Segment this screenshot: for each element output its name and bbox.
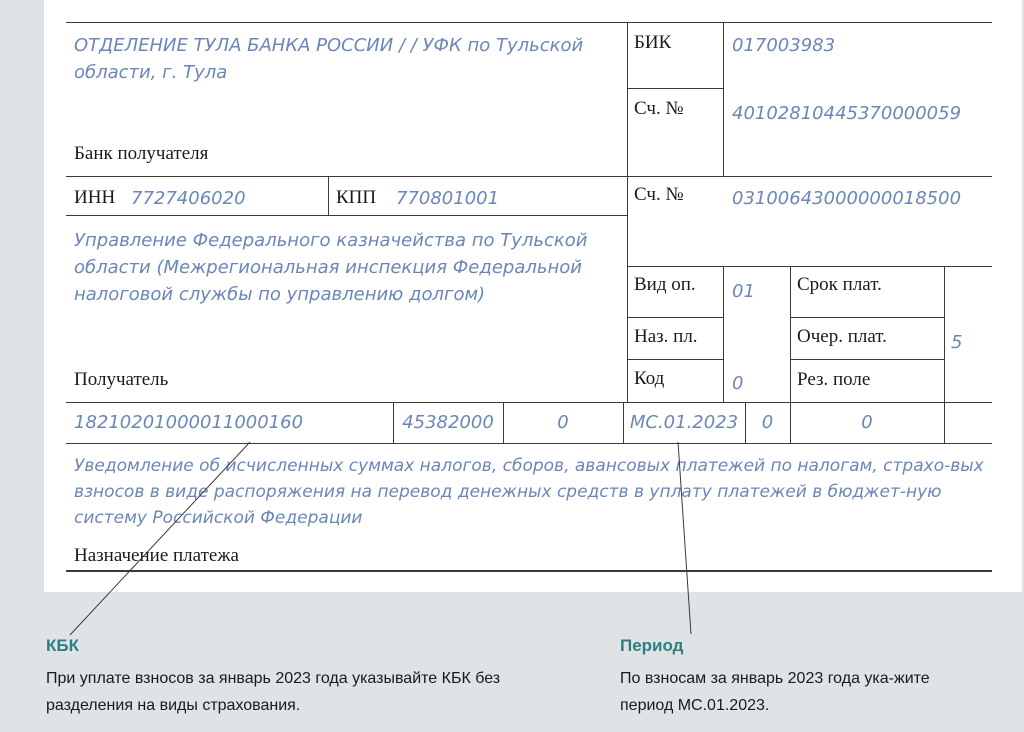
naz-pl-label: Наз. пл. xyxy=(634,326,698,347)
inn-label: ИНН xyxy=(74,187,116,208)
account2-label: Сч. № xyxy=(634,184,684,205)
account2-value: 03100643000000018500 xyxy=(732,188,962,209)
ocher-label: Очер. плат. xyxy=(797,326,887,347)
recipient-label: Получатель xyxy=(74,369,169,390)
period-note-text: По взносам за январь 2023 года ука-жите период МС.01.2023. xyxy=(620,670,930,714)
kpp-value: 770801001 xyxy=(396,188,500,209)
account1-label: Сч. № xyxy=(634,98,684,119)
recipient-name: Управление Федерального казначейства по Тульской области (Межрегиональная инспекция Федеральной налоговой службы по управлению долгом) xyxy=(74,230,588,305)
bank-label: Банк получателя xyxy=(74,143,209,164)
period-note-title: Период xyxy=(620,636,684,655)
kbk-callout-line xyxy=(70,442,250,635)
bank-name: ОТДЕЛЕНИЕ ТУЛА БАНКА РОССИИ / / УФК по Тульской области, г. Тула xyxy=(74,35,584,83)
vid-op-value: 01 xyxy=(732,281,755,302)
ocher-value: 5 xyxy=(951,332,963,353)
oktmo-value: 45382000 xyxy=(402,412,494,433)
inn-value: 7727406020 xyxy=(131,188,246,209)
kod-value: 0 xyxy=(732,373,744,394)
doc-num-value: 0 xyxy=(761,412,774,433)
vid-op-label: Вид оп. xyxy=(634,274,696,295)
basis-value: 0 xyxy=(557,412,569,433)
srok-label: Срок плат. xyxy=(797,274,882,295)
kod-label: Код xyxy=(634,368,665,389)
bik-value: 017003983 xyxy=(732,35,836,56)
bik-label: БИК xyxy=(634,32,672,53)
purpose-label: Назначение платежа xyxy=(74,545,239,566)
rez-label: Рез. поле xyxy=(797,369,871,390)
period-value: МС.01.2023 xyxy=(629,412,739,433)
kbk-note-text: При уплате взносов за январь 2023 года указывайте КБК без разделения на виды страхования. xyxy=(46,670,501,714)
kbk-note-title: КБК xyxy=(46,636,79,655)
kpp-label: КПП xyxy=(336,187,377,208)
doc-date-value: 0 xyxy=(861,412,873,433)
account1-value: 40102810445370000059 xyxy=(732,103,962,124)
kbk-value: 18210201000011000160 xyxy=(74,412,304,433)
purpose-text: Уведомление об исчисленных суммах налогов, сборов, авансовых платежей по налогам, страхо-вых взносов в виде распоряжения на перевод денежных средств в уплату платежей в бюджет-ную систему Российской Федерации xyxy=(74,456,984,528)
period-callout-line xyxy=(678,442,691,634)
